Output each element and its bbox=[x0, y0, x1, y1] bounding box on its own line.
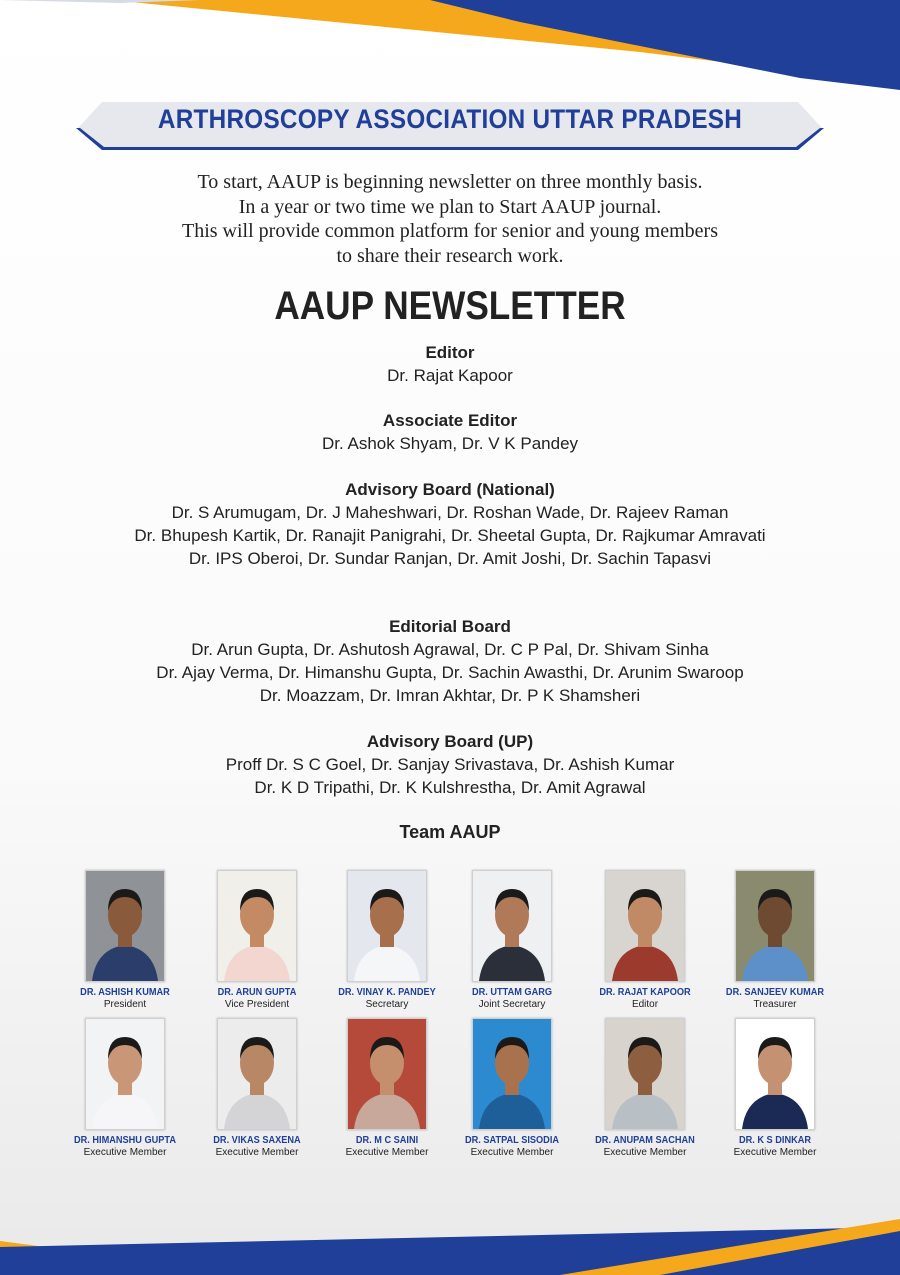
team-member-card bbox=[187, 1018, 327, 1159]
team-member-card bbox=[55, 1018, 195, 1159]
member-photo bbox=[85, 870, 165, 982]
editorial-board-line: Dr. Ajay Verma, Dr. Himanshu Gupta, Dr. Sachin Awasthi, Dr. Arunim Swaroop bbox=[156, 663, 744, 682]
member-photo bbox=[605, 1018, 685, 1130]
associate-editor-names: Dr. Ashok Shyam, Dr. V K Pandey bbox=[321, 434, 579, 453]
advisory-up-section bbox=[0, 731, 900, 799]
advisory-up-heading: Advisory Board (UP) bbox=[366, 732, 534, 751]
editorial-board-line: Dr. Arun Gupta, Dr. Ashutosh Agrawal, Dr. C P Pal, Dr. Shivam Sinha bbox=[191, 640, 709, 659]
association-title: ARTHROSCOPY ASSOCIATION UTTAR PRADESH bbox=[157, 104, 743, 134]
member-name: DR. ASHISH KUMAR bbox=[80, 987, 170, 998]
association-banner bbox=[74, 98, 826, 156]
bottom-decoration bbox=[0, 1205, 900, 1275]
member-role: Executive Member bbox=[470, 1147, 554, 1158]
editorial-board-heading: Editorial Board bbox=[389, 617, 511, 636]
member-photo bbox=[472, 1018, 552, 1130]
member-name: DR. VIKAS SAXENA bbox=[213, 1135, 301, 1146]
member-name: DR. SATPAL SISODIA bbox=[464, 1135, 560, 1146]
team-member-card bbox=[317, 1018, 457, 1159]
editor-section bbox=[0, 342, 900, 387]
member-role: Executive Member bbox=[83, 1147, 167, 1158]
advisory-up-line: Dr. K D Tripathi, Dr. K Kulshrestha, Dr. Amit Agrawal bbox=[254, 778, 646, 797]
editor-name: Dr. Rajat Kapoor bbox=[387, 366, 513, 385]
editor-heading: Editor bbox=[425, 343, 475, 362]
intro-line: This will provide common platform for senior and young members bbox=[181, 220, 718, 242]
intro-line: to share their research work. bbox=[336, 244, 564, 267]
member-photo bbox=[217, 870, 297, 982]
team-heading: Team AAUP bbox=[399, 822, 501, 842]
associate-editor-heading: Associate Editor bbox=[382, 411, 518, 430]
top-decoration bbox=[0, 0, 900, 100]
member-name: DR. RAJAT KAPOOR bbox=[599, 987, 691, 998]
member-role: Secretary bbox=[365, 999, 409, 1010]
member-role: Executive Member bbox=[733, 1147, 817, 1158]
member-photo bbox=[347, 1018, 427, 1130]
advisory-national-line: Dr. IPS Oberoi, Dr. Sundar Ranjan, Dr. Amit Joshi, Dr. Sachin Tapasvi bbox=[188, 549, 712, 568]
intro-line: In a year or two time we plan to Start AAUP journal. bbox=[238, 195, 662, 218]
member-role: President bbox=[103, 999, 147, 1010]
newsletter-title: AAUP NEWSLETTER bbox=[274, 284, 626, 328]
team-member-card bbox=[442, 870, 582, 1011]
member-photo bbox=[217, 1018, 297, 1130]
team-member-card bbox=[317, 870, 457, 1011]
member-photo bbox=[347, 870, 427, 982]
member-name: DR. M C SAINI bbox=[355, 1135, 419, 1146]
advisory-national-section bbox=[0, 479, 900, 570]
editorial-board-section bbox=[0, 616, 900, 707]
member-role: Executive Member bbox=[603, 1147, 687, 1158]
member-photo bbox=[735, 870, 815, 982]
advisory-national-line: Dr. S Arumugam, Dr. J Maheshwari, Dr. Roshan Wade, Dr. Rajeev Raman bbox=[171, 503, 729, 522]
member-name: DR. K S DINKAR bbox=[738, 1135, 812, 1146]
advisory-national-heading: Advisory Board (National) bbox=[345, 480, 555, 499]
member-name: DR. ARUN GUPTA bbox=[217, 987, 297, 998]
member-role: Executive Member bbox=[215, 1147, 299, 1158]
member-name: DR. ANUPAM SACHAN bbox=[595, 1135, 695, 1146]
member-role: Joint Secretary bbox=[478, 999, 546, 1010]
member-role: Editor bbox=[631, 999, 659, 1010]
member-name: DR. HIMANSHU GUPTA bbox=[73, 1135, 177, 1146]
member-role: Executive Member bbox=[345, 1147, 429, 1158]
team-member-card bbox=[187, 870, 327, 1011]
member-name: DR. VINAY K. PANDEY bbox=[338, 987, 436, 998]
team-member-card bbox=[55, 870, 195, 1011]
advisory-national-line: Dr. Bhupesh Kartik, Dr. Ranajit Panigrahi, Dr. Sheetal Gupta, Dr. Rajkumar Amravati bbox=[134, 526, 766, 545]
member-photo bbox=[85, 1018, 165, 1130]
editorial-board-line: Dr. Moazzam, Dr. Imran Akhtar, Dr. P K Shamsheri bbox=[259, 686, 641, 705]
team-member-card bbox=[575, 870, 715, 1011]
team-member-card bbox=[442, 1018, 582, 1159]
member-photo bbox=[605, 870, 685, 982]
member-photo bbox=[735, 1018, 815, 1130]
team-member-card bbox=[705, 1018, 845, 1159]
team-member-card bbox=[705, 870, 845, 1011]
advisory-up-line: Proff Dr. S C Goel, Dr. Sanjay Srivastava, Dr. Ashish Kumar bbox=[225, 755, 675, 774]
member-name: DR. UTTAM GARG bbox=[471, 987, 553, 998]
member-role: Vice President bbox=[224, 999, 290, 1010]
member-name: DR. SANJEEV KUMAR bbox=[725, 987, 825, 998]
team-member-card bbox=[575, 1018, 715, 1159]
intro-line: To start, AAUP is beginning newsletter on three monthly basis. bbox=[197, 171, 703, 193]
member-photo bbox=[472, 870, 552, 982]
intro-paragraph bbox=[0, 170, 900, 268]
associate-editor-section bbox=[0, 410, 900, 455]
member-role: Treasurer bbox=[753, 999, 797, 1010]
